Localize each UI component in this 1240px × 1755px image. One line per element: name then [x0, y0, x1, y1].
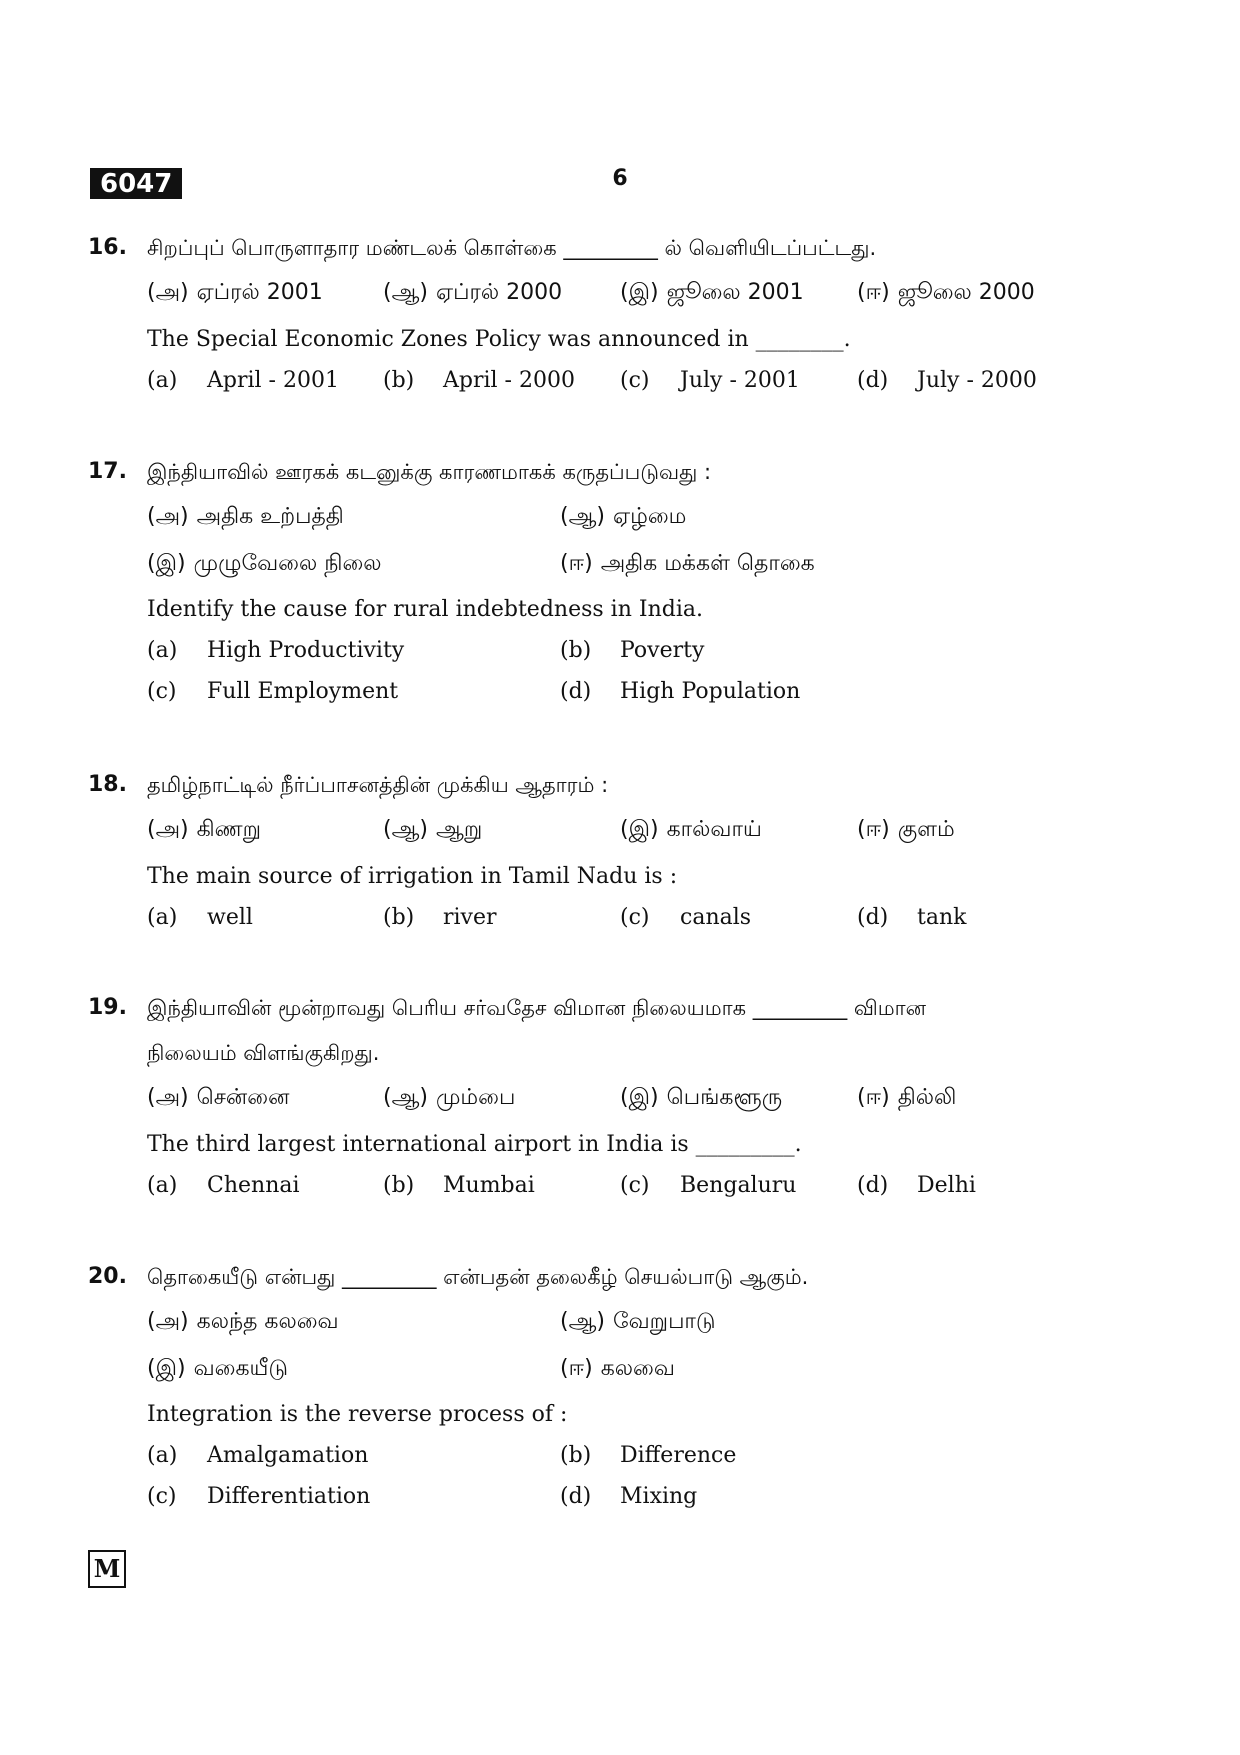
question-number: 19.	[88, 995, 127, 1020]
question-number: 18.	[88, 772, 127, 797]
option-tamil-a: (அ) அதிக உற்பத்தி	[147, 504, 344, 529]
question-text-english: Identify the cause for rural indebtedness in India.	[147, 597, 703, 622]
question-text-tamil: இந்தியாவில் ஊரகக் கடனுக்கு காரணமாகக் கருதப்படுவது :	[147, 460, 712, 484]
option-b: (b) river	[383, 905, 497, 930]
option-tamil-d: (ஈ) தில்லி	[857, 1085, 957, 1110]
option-tamil-b: (ஆ) ஏப்ரல் 2000	[383, 280, 563, 305]
option-tamil-d: (ஈ) அதிக மக்கள் தொகை	[560, 551, 815, 576]
option-tamil-c: (இ) முழுவேலை நிலை	[147, 551, 382, 576]
option-tamil-b: (ஆ) வேறுபாடு	[560, 1309, 716, 1334]
option-d: (d) July - 2000	[857, 368, 1037, 393]
question-text-tamil: தமிழ்நாட்டில் நீர்ப்பாசனத்தின் முக்கிய ஆதாரம் :	[147, 773, 609, 797]
question-text-english: Integration is the reverse process of :	[147, 1402, 568, 1427]
paper-code: 6047	[90, 168, 182, 199]
option-tamil-a: (அ) ஏப்ரல் 2001	[147, 280, 323, 305]
question-text-english: The third largest international airport in India is _________.	[147, 1132, 802, 1157]
question-number: 20.	[88, 1264, 127, 1289]
question-text-tamil: இந்தியாவின் மூன்றாவது பெரிய சர்வதேச விமான நிலையமாக _________ விமான	[147, 996, 927, 1020]
option-tamil-a: (அ) கலந்த கலவை	[147, 1309, 339, 1334]
option-tamil-d: (ஈ) ஜூலை 2000	[857, 280, 1035, 305]
option-c: (c) July - 2001	[620, 368, 800, 393]
question-number: 17.	[88, 459, 127, 484]
medium-marker: M	[88, 1550, 126, 1588]
question-text-english: The main source of irrigation in Tamil Nadu is :	[147, 864, 678, 889]
option-tamil-c: (இ) பெங்களூரு	[620, 1085, 783, 1110]
option-a: (a) well	[147, 905, 253, 930]
option-a: (a) Amalgamation	[147, 1443, 369, 1468]
option-d: (d) Delhi	[857, 1173, 976, 1198]
option-tamil-c: (இ) கால்வாய்	[620, 817, 762, 842]
question-text-tamil: சிறப்புப் பொருளாதார மண்டலக் கொள்கை _________ ல் வெளியிடப்பட்டது.	[147, 236, 877, 260]
option-tamil-d: (ஈ) குளம்	[857, 817, 955, 842]
option-c: (c) Differentiation	[147, 1484, 371, 1509]
option-b: (b) Difference	[560, 1443, 737, 1468]
option-tamil-a: (அ) சென்னை	[147, 1085, 290, 1110]
question-text-english: The Special Economic Zones Policy was announced in ________.	[147, 327, 851, 352]
option-b: (b) Mumbai	[383, 1173, 535, 1198]
option-b: (b) April - 2000	[383, 368, 575, 393]
option-tamil-d: (ஈ) கலவை	[560, 1356, 675, 1381]
option-d: (d) tank	[857, 905, 967, 930]
option-tamil-c: (இ) வகையீடு	[147, 1356, 289, 1381]
option-c: (c) Bengaluru	[620, 1173, 797, 1198]
question-text-tamil: தொகையீடு என்பது _________ என்பதன் தலைகீழ் செயல்பாடு ஆகும்.	[147, 1265, 809, 1289]
option-tamil-c: (இ) ஜூலை 2001	[620, 280, 804, 305]
option-a: (a) High Productivity	[147, 638, 405, 663]
option-b: (b) Poverty	[560, 638, 705, 663]
question-text-tamil-continued: நிலையம் விளங்குகிறது.	[147, 1041, 380, 1065]
option-c: (c) canals	[620, 905, 752, 930]
option-tamil-b: (ஆ) மும்பை	[383, 1085, 516, 1110]
option-d: (d) Mixing	[560, 1484, 698, 1509]
option-d: (d) High Population	[560, 679, 801, 704]
option-tamil-b: (ஆ) ஏழ்மை	[560, 504, 687, 529]
option-a: (a) April - 2001	[147, 368, 339, 393]
option-tamil-a: (அ) கிணறு	[147, 817, 262, 842]
question-number: 16.	[88, 235, 127, 260]
option-a: (a) Chennai	[147, 1173, 300, 1198]
page-number: 6	[612, 166, 628, 191]
option-tamil-b: (ஆ) ஆறு	[383, 817, 483, 842]
option-c: (c) Full Employment	[147, 679, 399, 704]
